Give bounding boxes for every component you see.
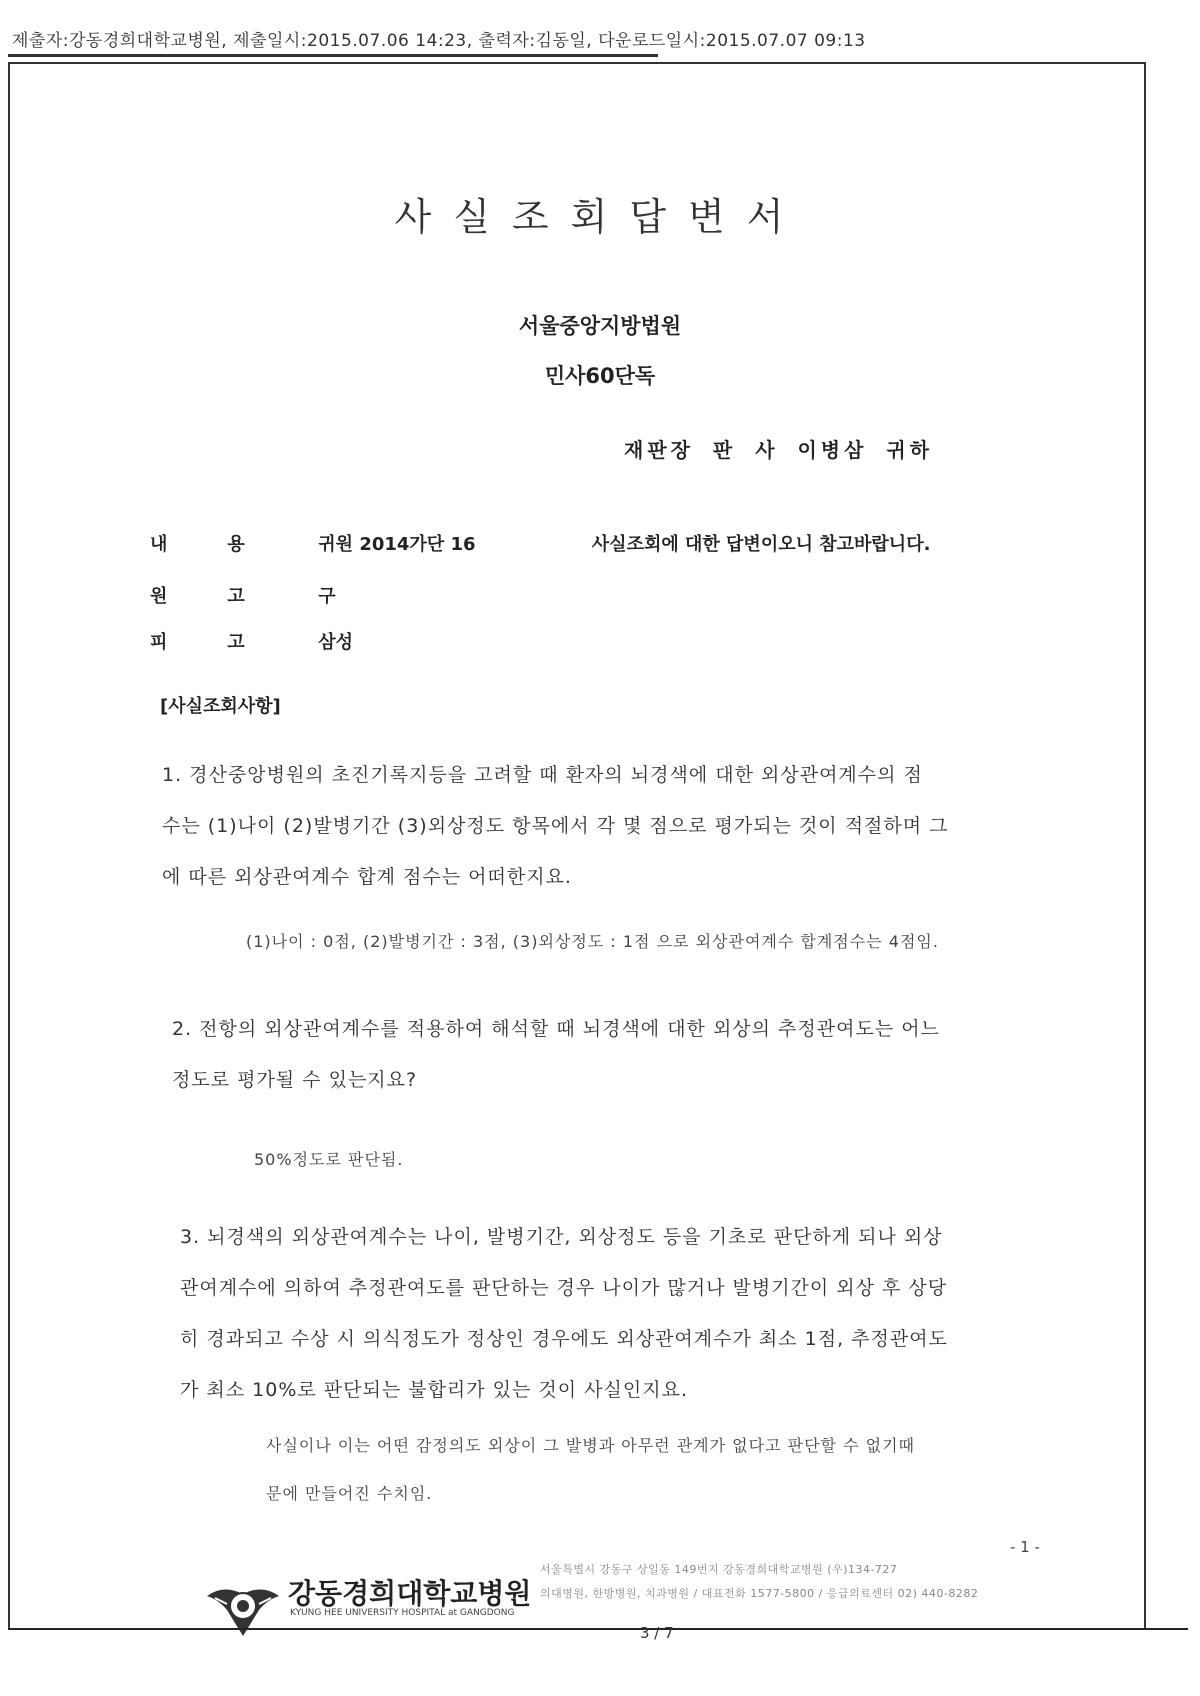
question-line: 가 최소 10%로 판단되는 불합리가 있는 것이 사실인지요.: [180, 1379, 688, 1401]
sheet-number: 3 / 7: [640, 1624, 674, 1642]
content-label: 내용: [150, 534, 305, 555]
court-department: 민사60단독: [544, 364, 656, 388]
address-line-1: 서울특별시 강동구 상일동 149번지 강동경희대학교병원 (우)134-727: [540, 1563, 898, 1576]
defendant-value: 삼성: [318, 632, 354, 653]
answer-2: [254, 1136, 403, 1184]
court-name: 서울중앙지방법원: [518, 314, 682, 338]
answer-line: 사실이나 이는 어떤 감정의도 외상이 그 발병과 아무런 관계가 없다고 판단할 수 없기때: [266, 1436, 915, 1455]
content-text: 사실조회에 대한 답변이오니 참고바랍니다.: [591, 534, 931, 555]
question-2: [172, 1004, 940, 1106]
question-1: [162, 750, 949, 903]
question-line: 에 따른 외상관여계수 합계 점수는 어떠한지요.: [162, 866, 572, 888]
hospital-emblem-icon: [205, 1576, 281, 1640]
address-line-2: 의대병원, 한방병원, 치과병원 / 대표전화 1577-5800 / 응급의료센터 02) 440-8282: [540, 1587, 979, 1600]
plaintiff-value: 구: [318, 586, 336, 607]
hospital-name-en: KYUNG HEE UNIVERSITY HOSPITAL at GANGDONG: [290, 1608, 515, 1618]
submission-info: 제출자:강동경희대학교병원, 제출일시:2015.07.06 14:23, 출력자:김동일, 다운로드일시:2015.07.07 09:13: [12, 31, 866, 51]
info-row-defendant: [150, 628, 353, 654]
question-line: 수는 (1)나이 (2)발병기간 (3)외상정도 항목에서 각 몇 점으로 평가되는 것이 적절하며 그: [162, 815, 949, 837]
question-line: 히 경과되고 수상 시 의식정도가 정상인 경우에도 외상관여계수가 최소 1점, 추정관여도: [180, 1328, 948, 1350]
content-case: 귀원 2014가단 16: [318, 534, 476, 555]
question-line: 2. 전항의 외상관여계수를 적용하여 해석할 때 뇌경색에 대한 외상의 추정관여도는 어느: [172, 1018, 940, 1040]
hospital-address: [540, 1558, 978, 1606]
document-title: 사실조회답변서: [394, 195, 806, 239]
defendant-label: 피고: [150, 632, 305, 653]
question-line: 3. 뇌경색의 외상관여계수는 나이, 발병기간, 외상정도 등을 기초로 판단하게 되나 외상: [180, 1226, 943, 1248]
plaintiff-label: 원고: [150, 586, 305, 607]
answer-line: 문에 만들어진 수치임.: [266, 1484, 433, 1503]
answer-line: (1)나이 : 0점, (2)발병기간 : 3점, (3)외상정도 : 1점 으로 외상관여계수 합계점수는 4점임.: [246, 932, 939, 951]
question-line: 정도로 평가될 수 있는지요?: [172, 1069, 418, 1091]
info-row-content: [150, 530, 930, 556]
question-line: 관여계수에 의하여 추정관여도를 판단하는 경우 나이가 많거나 발병기간이 외상 후 상당: [180, 1277, 948, 1299]
answer-1: [246, 918, 939, 966]
header-rule: [8, 54, 658, 57]
addressee: 재판장 판 사 이병삼 귀하: [624, 438, 934, 462]
answer-3: [266, 1422, 915, 1518]
question-line: 1. 경산중앙병원의 초진기록지등을 고려할 때 환자의 뇌경색에 대한 외상관여계수의 점: [162, 764, 923, 786]
info-row-plaintiff: [150, 582, 336, 608]
hospital-name: 강동경희대학교병원: [288, 1577, 532, 1610]
section-heading: [사실조회사항]: [160, 696, 281, 717]
footer-rule: [8, 1628, 1188, 1630]
page-number: - 1 -: [1010, 1538, 1040, 1556]
question-3: [180, 1212, 948, 1416]
answer-line: 50%정도로 판단됨.: [254, 1150, 404, 1169]
